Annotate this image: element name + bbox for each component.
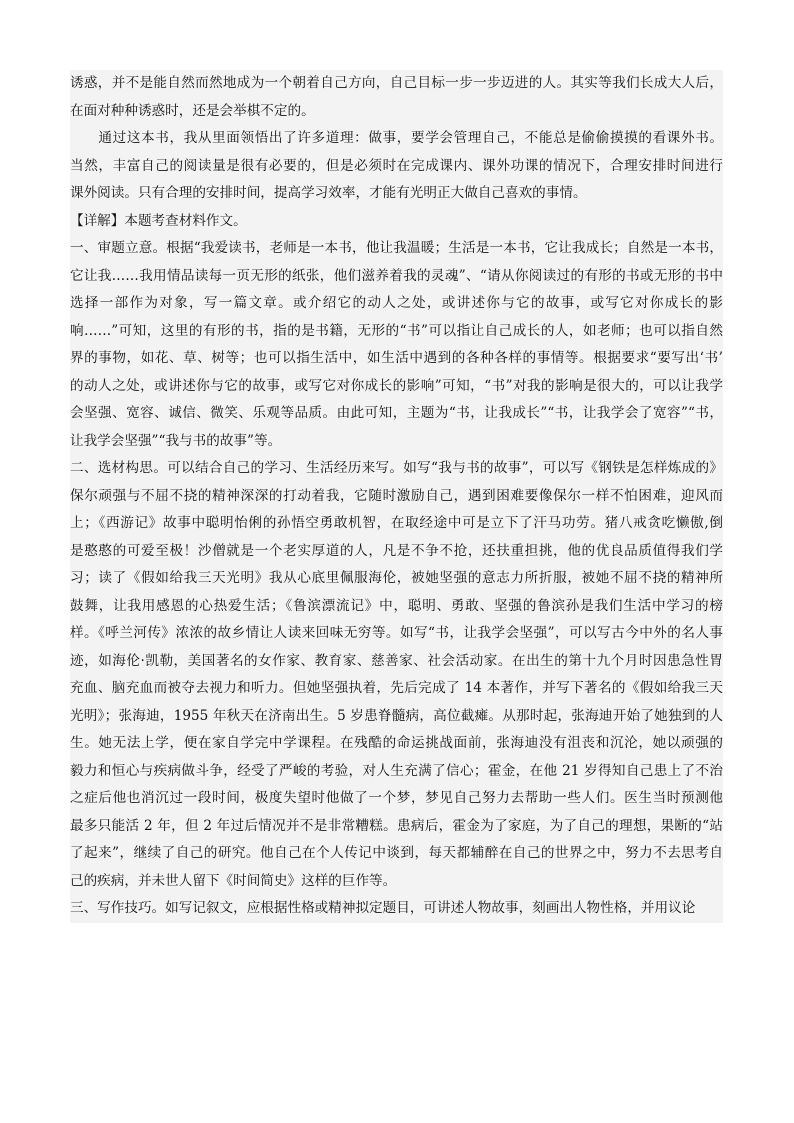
- text-line: 之症后他也消沉过一段时间，极度失望时他做了一个梦，梦见自己努力去帮助一些人们。医生当时预测他: [70, 790, 723, 806]
- text-line: 二、选材构思。可以结合自己的学习、生活经历来写。如写“我与书的故事”，可以写《钢铁是怎样炼成的》: [70, 460, 723, 476]
- text-line: 响……”可知，这里的有形的书，指的是书籍，无形的“书”可以指让自己成长的人，如老师；也可以指自然: [70, 322, 723, 339]
- text-line: 迹，如海伦·凯勒，美国著名的女作家、教育家、慈善家、社会活动家。在出生的第十九个月时因患急性胃: [70, 652, 723, 669]
- text-line: 诱惑，并不是能自然而然地成为一个朝着自己方向，自己目标一步一步迈进的人。其实等我们长成大人后，: [70, 75, 723, 91]
- text-line: 的动人之处，或讲述你与它的故事，或写它对你成长的影响”可知，“书”对我的影响是很大的，可以让我学: [70, 377, 723, 394]
- essay-excerpt-block: [70, 70, 723, 208]
- text-line: 是憨憨的可爱至极！沙僧就是一个老实厚道的人，凡是不争不抢，还扶重担挑，他的优良品质值得我们学: [70, 542, 723, 559]
- text-line: 习；读了《假如给我三天光明》我从心底里佩服海伦，被她坚强的意志力所折服，被她不屈不挠的精神所: [70, 570, 723, 586]
- text-line: 让我学会坚强”“我与书的故事”等。: [70, 432, 282, 449]
- text-line: 光明》；张海迪，1955 年秋天在济南出生。5 岁患脊髓病，高位截瘫。从那时起，张海迪开始了她独到的人: [70, 707, 723, 724]
- text-line: 充血、脑充血而被夺去视力和听力。但她坚强执着，先后完成了 14 本著作，并写下著名的《假如给我三天: [70, 680, 723, 696]
- writing-skills-block: [70, 895, 723, 923]
- material-selection-block: [70, 455, 723, 895]
- text-line: 当然，丰富自己的阅读量是很有必要的，但是必须时在完成课内、课外功课的情况下，合理安排时间进行: [70, 157, 723, 174]
- text-line: 了起来”，继续了自己的研究。他自己在个人传记中谈到，每天都辅醉在自己的世界之中，努力不去思考自: [70, 845, 723, 861]
- text-line: 它让我……我用情品读每一页无形的纸张，他们滋养着我的灵魂”、“请从你阅读过的有形的书或无形的书中: [70, 267, 723, 284]
- text-line: 保尔顽强与不屈不挠的精神深深的打动着我，它随时激励自己，遇到困难要像保尔一样不怕困难，迎风而: [70, 487, 723, 504]
- text-line: 毅力和恒心与疾病做斗争，经受了严峻的考验，对人生充满了信心；霍金，在他 21 岁得知自己患上了不治: [70, 762, 723, 779]
- text-line: 【详解】本题考查材料作文。: [70, 212, 247, 229]
- text-line: 样。《呼兰河传》浓浓的故乡情让人读来回味无穷等。如写“书，让我学会坚强”，可以写古今中外的名人事: [70, 625, 723, 641]
- text-line: 在面对种种诱惑时，还是会举棋不定的。: [70, 102, 315, 119]
- text-line: 生。她无法上学，便在家自学完中学课程。在残酷的命运挑战面前，张海迪没有沮丧和沉沦，她以顽强的: [70, 735, 723, 751]
- text-line: 上；《西游记》故事中聪明怡俐的孙悟空勇敢机智，在取经途中可是立下了汗马功劳。猪八戒贪吃懒傲,倒: [70, 515, 723, 531]
- text-line: 一、审题立意。根据“我爱读书，老师是一本书，他让我温暖；生活是一本书，它让我成长；自然是一本书，: [70, 240, 723, 256]
- analysis-block: [70, 208, 723, 456]
- text-line: 课外阅读。只有合理的安排时间，提高学习效率，才能有光明正大做自己喜欢的事情。: [70, 185, 587, 201]
- text-line: 会坚强、宽容、诚信、微笑、乐观等品质。由此可知，主题为“书，让我成长”“书，让我学会了宽容”“书，: [70, 405, 723, 421]
- text-line: 鼓舞，让我用感恩的心热爱生活；《鲁滨漂流记》中，聪明、勇敢、坚强的鲁滨孙是我们生活中学习的榜: [70, 597, 723, 614]
- text-line: 最多只能活 2 年，但 2 年过后情况并不是非常糟糕。患病后，霍金为了家庭，为了自己的理想，果断的“站: [70, 817, 723, 834]
- text-line: 三、写作技巧。如写记叙文，应根据性格或精神拟定题目，可讲述人物故事，刻画出人物性格，并用议论: [70, 900, 696, 916]
- text-line: 己的疾病，并未世人留下《时间简史》这样的巨作等。: [70, 872, 397, 889]
- text-line: 界的事物，如花、草、树等；也可以指生活中，如生活中遇到的各种各样的事情等。根据要求“要写出‘书’: [70, 350, 723, 366]
- text-line: 选择一部作为对象，写一篇文章。或介绍它的动人之处，或讲述你与它的故事，或写它对你成长的影: [70, 295, 723, 311]
- document-page: [70, 70, 723, 923]
- text-line: 通过这本书，我从里面领悟出了许多道理：做事，要学会管理自己，不能总是偷偷摸摸的看课外书。: [70, 130, 723, 146]
